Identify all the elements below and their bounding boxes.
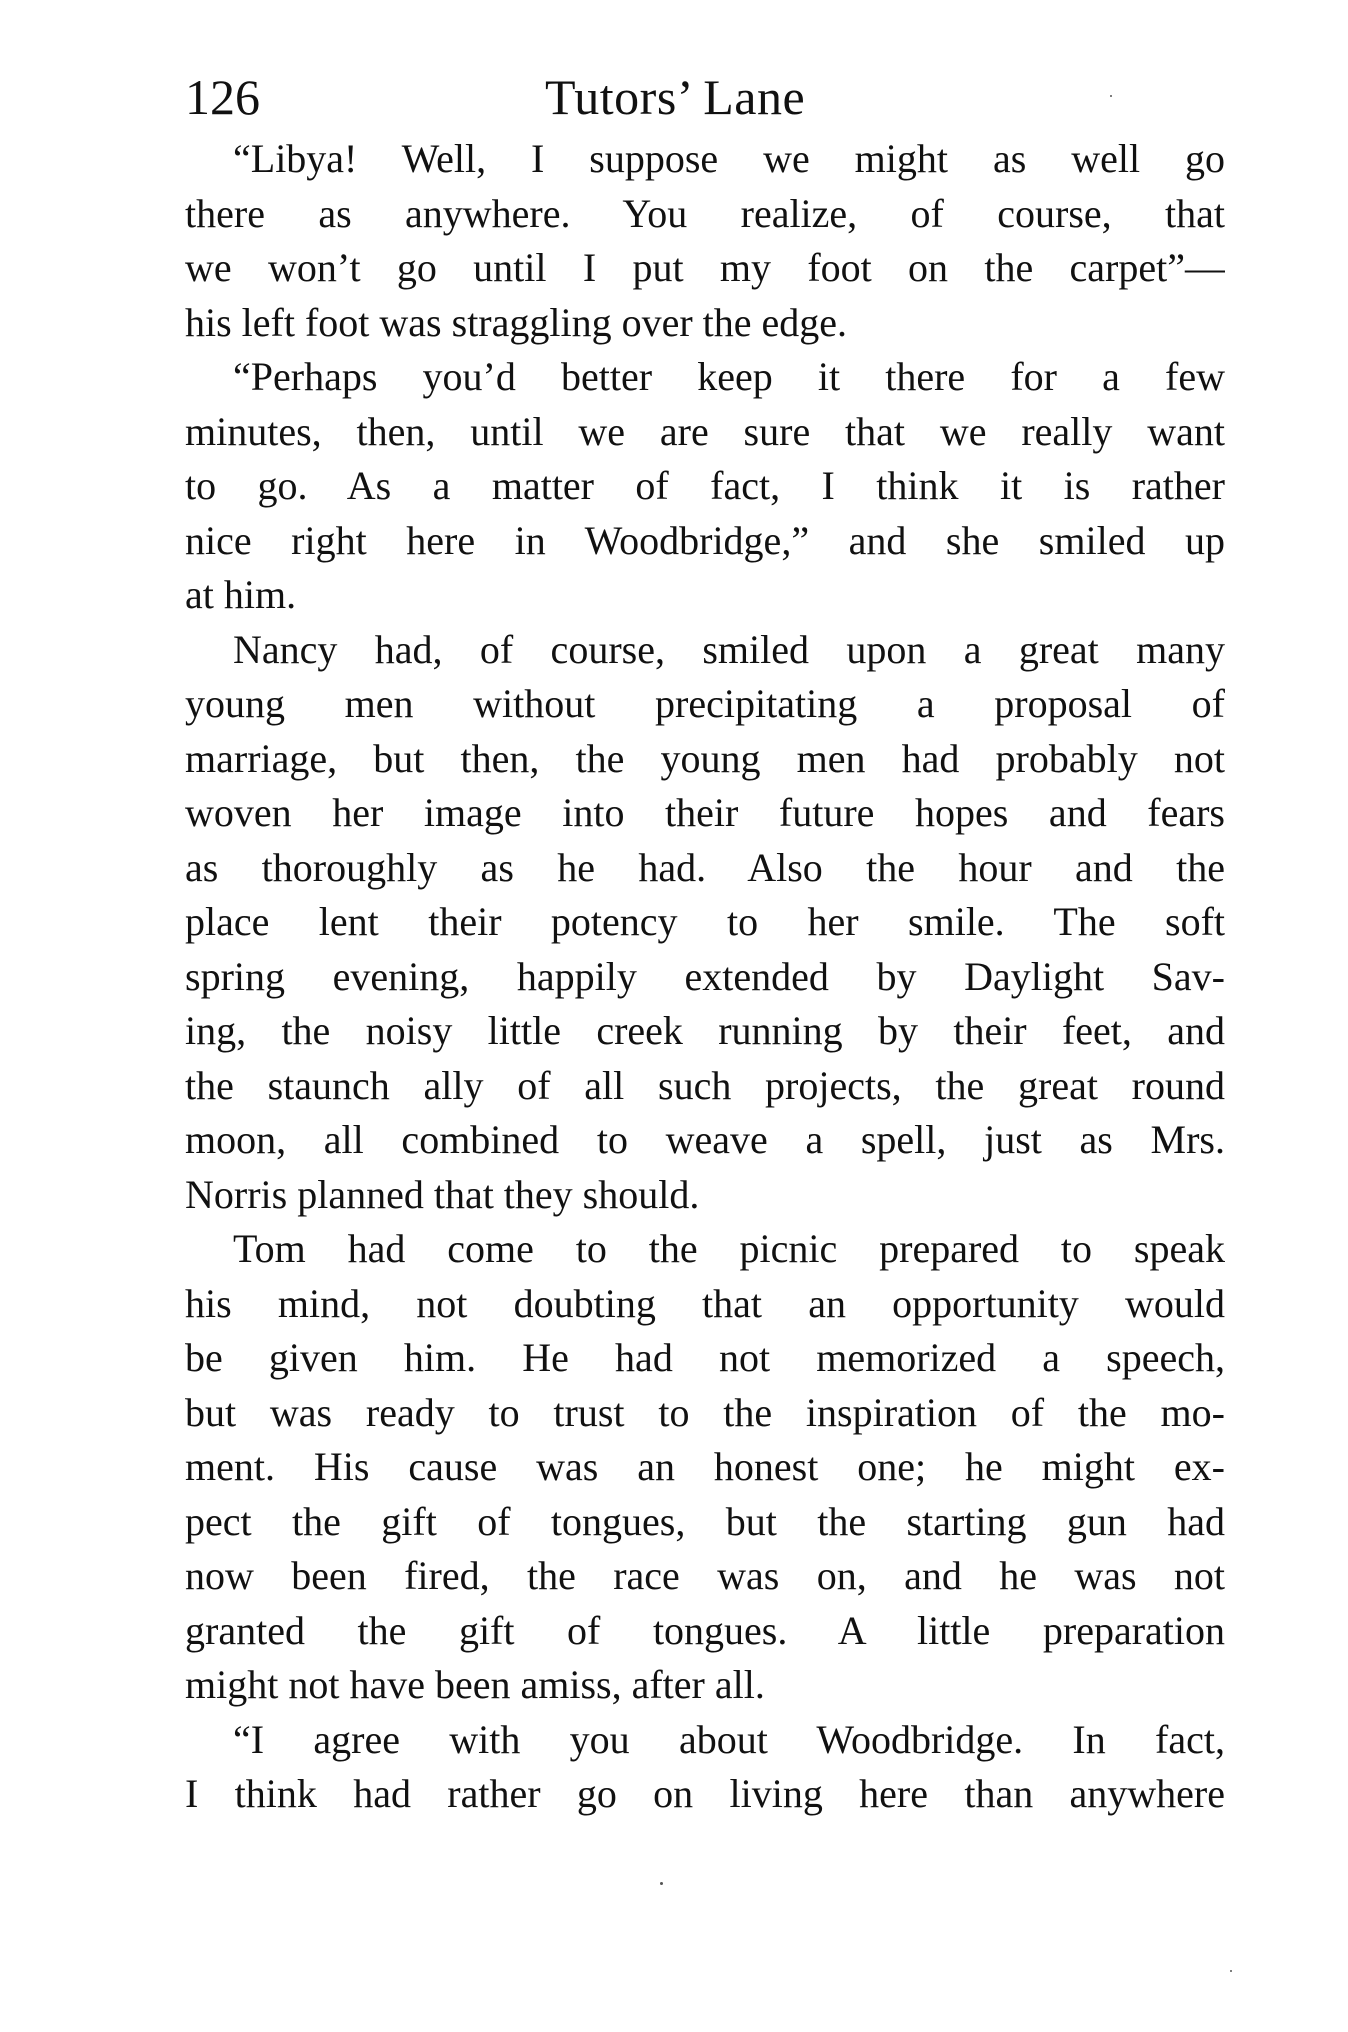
text-line: “Libya! Well, I suppose we might as well go: [233, 136, 1225, 181]
text-line: to go. As a matter of fact, I think it is rather: [185, 463, 1225, 508]
running-head: [185, 62, 1235, 132]
text-line: “I agree with you about Woodbridge. In fact,: [233, 1716, 1225, 1762]
text-line: we won’t go until I put my foot on the carpet”—: [185, 245, 1225, 290]
text-line: spring evening, happily extended by Daylight Sav-: [185, 953, 1225, 999]
text-line: nice right here in Woodbridge,” and she smiled up: [185, 517, 1225, 563]
text-line: as thoroughly as he had. Also the hour and the: [185, 844, 1225, 890]
text-line: his left foot was straggling over the edge.: [185, 299, 848, 345]
text-line: Nancy had, of course, smiled upon a great many: [233, 626, 1225, 672]
text-line: pect the gift of tongues, but the starting gun had: [185, 1498, 1225, 1544]
page-number: 126: [185, 69, 260, 125]
text-line: ment. His cause was an honest one; he might ex-: [185, 1444, 1225, 1489]
text-line: now been fired, the race was on, and he was not: [185, 1553, 1225, 1598]
text-line: young men without precipitating a proposal of: [185, 681, 1225, 726]
text-line: his mind, not doubting that an opportunity would: [185, 1280, 1225, 1326]
paper-speck: [1110, 95, 1112, 97]
text-line: but was ready to trust to the inspiration of the mo-: [185, 1389, 1225, 1435]
text-line: marriage, but then, the young men had probably not: [185, 735, 1225, 781]
book-title: Tutors’ Lane: [545, 69, 806, 125]
text-line: might not have been amiss, after all.: [185, 1662, 765, 1707]
text-line: woven her image into their future hopes and fears: [185, 790, 1225, 835]
text-line: the staunch ally of all such projects, the great round: [185, 1062, 1225, 1108]
text-line: there as anywhere. You realize, of course, that: [185, 190, 1225, 236]
text-line: Norris planned that they should.: [185, 1171, 700, 1217]
paper-speck: [660, 1882, 663, 1885]
text-line: be given him. He had not memorized a speech,: [185, 1335, 1225, 1380]
body-text: [185, 132, 1225, 1822]
text-line: place lent their potency to her smile. The soft: [185, 899, 1225, 944]
text-line: ing, the noisy little creek running by their feet, and: [185, 1008, 1225, 1053]
text-line: I think had rather go on living here than anywhere: [185, 1771, 1225, 1816]
text-line: granted the gift of tongues. A little preparation: [185, 1607, 1225, 1653]
paper-speck: [1230, 1970, 1232, 1972]
text-line: Tom had come to the picnic prepared to speak: [233, 1226, 1225, 1271]
text-line: “Perhaps you’d better keep it there for a few: [233, 354, 1225, 399]
text-line: minutes, then, until we are sure that we really want: [185, 408, 1225, 454]
text-line: moon, all combined to weave a spell, just as Mrs.: [185, 1117, 1225, 1162]
text-line: at him.: [185, 572, 297, 617]
